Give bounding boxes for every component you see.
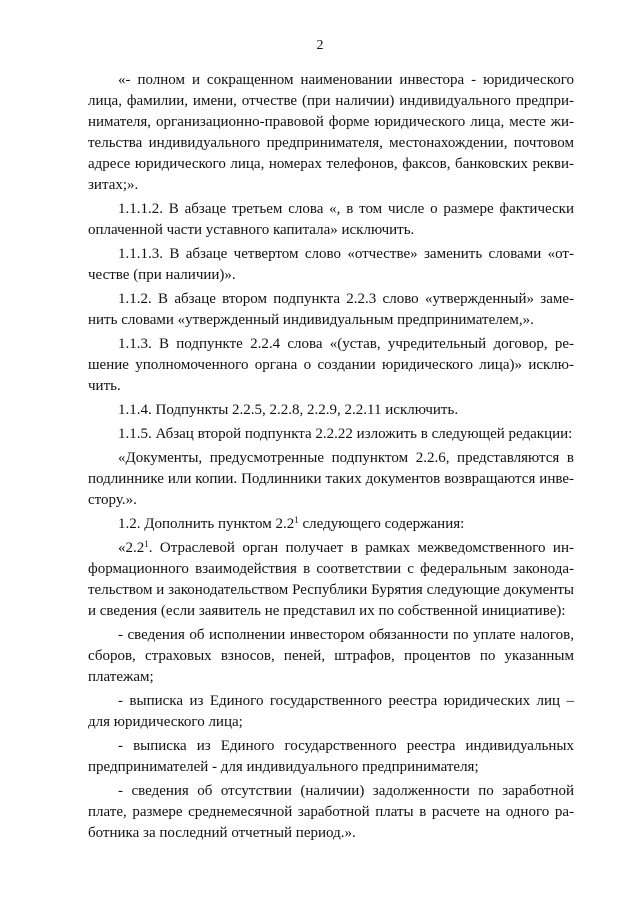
- paragraph-6: 1.1.4. Подпункты 2.2.5, 2.2.8, 2.2.9, 2.2.11 исключить.: [118, 402, 459, 418]
- paragraph-14: - сведения об отсутствии (наличии) задолженности по заработной плате, размере среднемесячной заработной платы в расчете на одного работника за последний отчетный период.».: [88, 783, 574, 841]
- paragraph-10-text-end: . Отраслевой орган получает в рамках межведомственного информационного взаимодействия в соответствии с федеральным законодательством и законодательством Республики Бурятия следующие документы и сведения (если заявитель не представил их по собственной инициативе):: [88, 540, 574, 619]
- paragraph-9-text: 1.2. Дополнить пунктом 2.2: [118, 516, 295, 532]
- paragraph-11: - сведения об исполнении инвестором обязанности по уплате налогов, сборов, страховых взносов, пеней, штрафов, процентов по указанным платежам;: [88, 627, 574, 685]
- paragraph-2: 1.1.1.2. В абзаце третьем слова «, в том числе о размере фактически оплаченной части уставного капитала» исключить.: [88, 201, 574, 238]
- document-body: [88, 70, 574, 847]
- paragraph-7: 1.1.5. Абзац второй подпункта 2.2.22 изложить в следующей редакции:: [118, 426, 573, 442]
- paragraph-10-text: «2.2: [118, 540, 145, 556]
- paragraph-4: 1.1.2. В абзаце втором подпункта 2.2.3 слово «утвержденный» заменить словами «утвержденный индивидуальным предпринимателем,».: [88, 291, 574, 328]
- paragraph-5: 1.1.3. В подпункте 2.2.4 слова «(устав, учредительный договор, решение уполномоченного органа о создании юридического лица)» исключить.: [88, 336, 574, 394]
- page-number: 2: [316, 38, 324, 53]
- paragraph-13: - выписка из Единого государственного реестра индивидуальных предпринимателей - для индивидуального предпринимателя;: [88, 738, 574, 775]
- paragraph-10: [88, 538, 574, 622]
- paragraph-3: 1.1.1.3. В абзаце четвертом слово «отчестве» заменить словами «отчестве (при наличии)».: [88, 246, 574, 283]
- paragraph-9: [88, 514, 574, 535]
- paragraph-1: «- полном и сокращенном наименовании инвестора - юридического лица, фамилии, имени, отчестве (при наличии) индивидуального предпринимателя, организационно-правовой форме юридического лица, месте жительства индивидуального предпринимателя, местонахождении, почтовом адресе юридического лица, номерах телефонов, факсов, банковских реквизитах;».: [88, 72, 574, 193]
- paragraph-8: «Документы, предусмотренные подпунктом 2.2.6, представляются в подлиннике или копии. Подлинники таких документов возвращаются инвестору.».: [88, 450, 574, 508]
- paragraph-12: - выписка из Единого государственного реестра юридических лиц – для юридического лица;: [88, 693, 574, 730]
- paragraph-9-text-end: следующего содержания:: [298, 516, 465, 532]
- superscript-1: 1: [294, 515, 299, 525]
- superscript-1: 1: [144, 539, 149, 549]
